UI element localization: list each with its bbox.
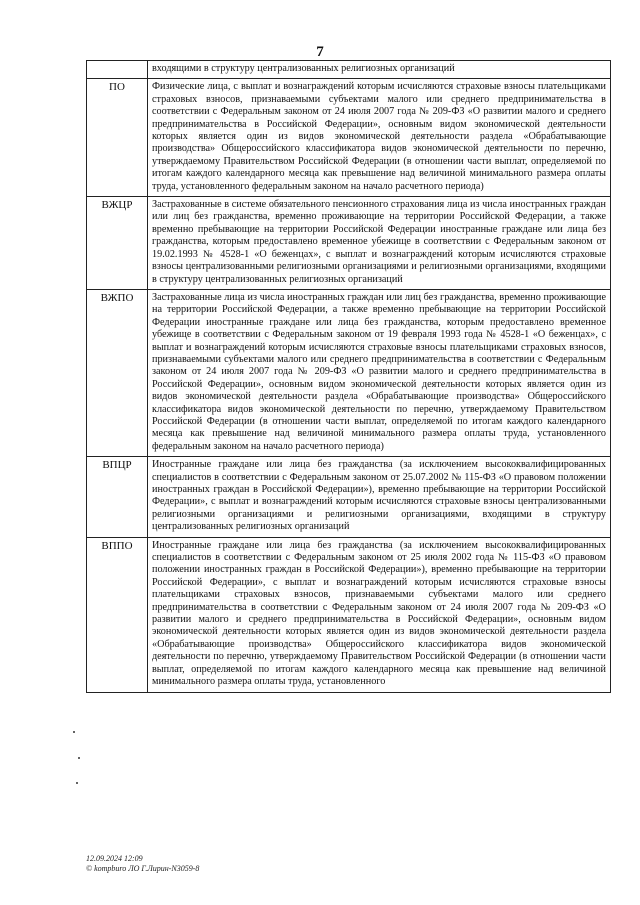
- table-row: [87, 457, 611, 537]
- code-cell: [87, 61, 148, 79]
- table-row: [87, 79, 611, 197]
- footer-timestamp: 12.09.2024 12:09: [86, 854, 143, 863]
- table-row: [87, 537, 611, 692]
- code-cell: ПО: [87, 79, 148, 197]
- margin-mark: [78, 757, 80, 759]
- table-row: [87, 197, 611, 290]
- description-cell: входящими в структуру централизованных религиозных организаций: [148, 61, 611, 79]
- page-number: 7: [316, 44, 324, 60]
- description-cell: Физические лица, с выплат и вознаграждений которым исчисляются страховые взносы плательщиками страховых взносов, признаваемыми субъектами малого или среднего предпринимательства в соответствии с Федеральным законом от 24 июля 2007 года № 209-ФЗ «О развитии малого и среднего предпринимательства в Российской Федерации», основным видом экономической деятельности которых является один из видов экономической деятельности раздела «Обрабатывающие производства» Общероссийского классификатора видов экономической деятельности по перечню, утверждаемому Правительством Российской Федерации (в отношении части выплат, определяемой по итогам каждого календарного месяца как превышение над величиной минимального размера оплаты труда, установленного федеральным законом на начало расчетного периода): [148, 79, 611, 197]
- category-codes-table: [86, 60, 611, 693]
- footer-source: © kompburo ЛО Г.Лирин-N3059-8: [86, 864, 200, 873]
- description-cell: Иностранные граждане или лица без гражданства (за исключением высококвалифицированных специалистов в соответствии с Федеральным законом от 25 июля 2002 года № 115-ФЗ «О правовом положении иностранных граждан в Российской Федерации»), временно пребывающие на территории Российской Федерации», с выплат и вознаграждений которым исчисляются страховые взносы плательщиками страховых взносов, признаваемыми субъектами малого или среднего предпринимательства в соответствии с Федеральным законом от 24 июля 2007 года № 209-ФЗ «О развитии малого и среднего предпринимательства в Российской Федерации», основным видом экономической деятельности которых является один из видов экономической деятельности раздела «Обрабатывающие производства» Общероссийского классификатора видов экономической деятельности по перечню, утверждаемому Правительством Российской Федерации (в отношении части выплат, определяемой по итогам каждого календарного месяца как превышение над величиной минимального размера оплаты труда, установленного: [148, 537, 611, 692]
- description-cell: Застрахованные лица из числа иностранных граждан или лиц без гражданства, временно проживающие на территории Российской Федерации, а также временно пребывающие на территории Российской Федерации иностранные граждане или лица без гражданства, которым предоставлено временное убежище в соответствии с Федеральным законом от 19 февраля 1993 года № 4528-1 «О беженцах», с выплат и вознаграждений которым исчисляются страховые взносы плательщиками страховых взносов, признаваемыми субъектами малого или среднего предпринимательства в соответствии с Федеральным законом от 24 июля 2007 года № 209-ФЗ «О развитии малого и среднего предпринимательства в Российской Федерации», основным видом экономической деятельности которых является один из видов экономической деятельности раздела «Обрабатывающие производства» Общероссийского классификатора видов экономической деятельности по перечню, утверждаемому Правительством Российской Федерации (в отношении части выплат, определяемой по итогам каждого календарного месяца как превышение над величиной минимального размера оплаты труда, установленного федеральным законом на начало расчетного периода): [148, 289, 611, 456]
- table-row: [87, 61, 611, 79]
- table-row: [87, 289, 611, 456]
- code-cell: ВПЦР: [87, 457, 148, 537]
- margin-mark: [73, 731, 75, 733]
- code-cell: ВППО: [87, 537, 148, 692]
- description-cell: Иностранные граждане или лица без гражданства (за исключением высококвалифицированных специалистов в соответствии с Федеральным законом от 25.07.2002 № 115-ФЗ «О правовом положении иностранных граждан в Российской Федерации»), временно пребывающие на территории Российской Федерации», с выплат и вознаграждений которым исчисляются страховые взносы централизованными религиозными организациями и религиозными организациями, входящими в структуру централизованных религиозных организаций: [148, 457, 611, 537]
- document-footer: [86, 854, 199, 874]
- code-cell: ВЖПО: [87, 289, 148, 456]
- description-cell: Застрахованные в системе обязательного пенсионного страхования лица из числа иностранных граждан или лиц без гражданства, временно проживающие на территории Российской Федерации, а также временно пребывающие на территории Российской Федерации иностранные граждане или лица без гражданства, которым предоставлено временное убежище в соответствии с Федеральным законом от 19.02.1993 № 4528-1 «О беженцах», с выплат и вознаграждений которым исчисляются страховые взносы централизованными религиозными организациями и религиозными организациями, входящими в структуру централизованных религиозных организаций: [148, 197, 611, 290]
- code-cell: ВЖЦР: [87, 197, 148, 290]
- margin-mark: [76, 782, 78, 784]
